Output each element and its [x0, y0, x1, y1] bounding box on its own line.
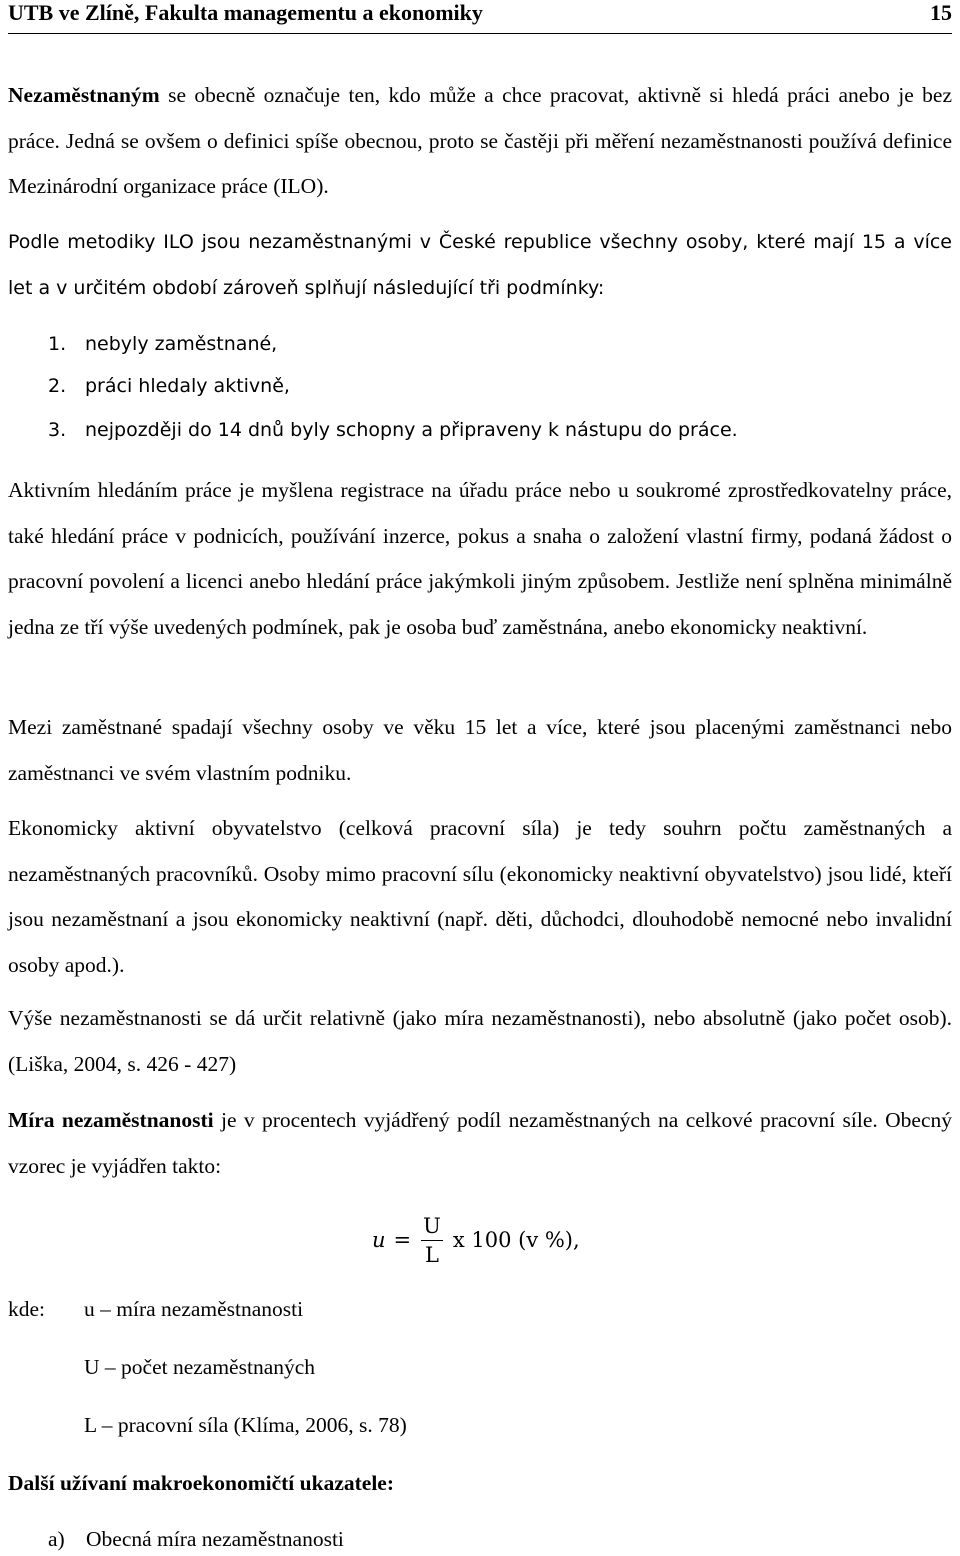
- paragraph-text: Ekonomicky aktivní obyvatelstvo (celková pracovní síla) je tedy souhrn počtu zaměstnaných a nezaměstnaných pracovníků. Osoby mimo pracovní sílu (ekonomicky neaktivní obyvatelstvo) jsou lidé, kteří jsou nezaměstnaní a jsou ekonomicky neaktivní (např. děti, důchodci, dlouhodobě nemocné nebo invalidní osoby apod.).: [8, 816, 952, 977]
- header-title: UTB ve Zlíně, Fakulta managementu a ekonomiky: [8, 0, 483, 25]
- list-item: [48, 333, 277, 355]
- list-text: nebyly zaměstnané,: [85, 333, 278, 355]
- legend-item: L – pracovní síla (Klíma, 2006, s. 78): [84, 1413, 407, 1437]
- formula-lhs: u: [372, 1228, 386, 1252]
- paragraph-text: je v procentech vyjádřený podíl nezaměstnaných na celkové pracovní síle. Obecný vzorec je vyjádřen takto:: [8, 1108, 952, 1178]
- paragraph-labour-force: [8, 806, 952, 988]
- formula-equals: =: [393, 1228, 412, 1252]
- formula-numerator: U: [421, 1214, 443, 1241]
- paragraph-ilo-methodology: [8, 219, 952, 311]
- term-unemployment-rate: Míra nezaměstnanosti: [8, 1108, 214, 1132]
- legend-item: U – počet nezaměstnaných: [84, 1355, 316, 1379]
- section-item-text: Obecná míra nezaměstnanosti: [86, 1527, 344, 1551]
- paragraph-text: se obecně označuje ten, kdo může a chce pracovat, aktivně si hledá práci anebo je bez práce. Jedná se ovšem o definici spíše obecnou, proto se častěji při měření nezaměstnanosti používá definice Mezinárodní organizace práce (ILO).: [8, 83, 952, 198]
- paragraph-text: Podle metodiky ILO jsou nezaměstnanými v České republice všechny osoby, které mají 15 a více let a v určitém období zároveň splňují následující tři podmínky:: [8, 231, 952, 299]
- paragraph-text: Výše nezaměstnanosti se dá určit relativně (jako míra nezaměstnanosti), nebo absolutně (jako počet osob). (Liška, 2004, s. 426 - 427): [8, 1006, 952, 1076]
- section-heading: Další užívaní makroekonomičtí ukazatele:: [8, 1471, 394, 1495]
- legend-item: u – míra nezaměstnanosti: [84, 1297, 304, 1321]
- list-text: nejpozději do 14 dnů byly schopny a připraveny k nástupu do práce.: [85, 419, 738, 441]
- paragraph-unemployment-rate: [8, 1098, 952, 1189]
- paragraph-employed: [8, 705, 952, 796]
- formula-fraction: [421, 1214, 443, 1267]
- list-number: 1.: [48, 333, 67, 355]
- legend-label: kde:: [8, 1297, 46, 1321]
- term-unemployed: Nezaměstnaným: [8, 83, 160, 107]
- list-number: 2.: [48, 375, 67, 397]
- header-divider: [8, 33, 952, 34]
- paragraph-text: Aktivním hledáním práce je myšlena registrace na úřadu práce nebo u soukromé zprostředkovatelny práce, také hledání práce v podnicích, používání inzerce, pokus a snaha o založení vlastní firmy, podaná žádost o pracovní povolení a licenci anebo hledání práce jakýmkoli jiným způsobem. Jestliže není splněna minimálně jedna ze tří výše uvedených podmínek, pak je osoba buď zaměstnána, anebo ekonomicky neaktivní.: [8, 478, 952, 639]
- formula-rhs: x 100 (v %),: [452, 1228, 580, 1252]
- paragraph-text: Mezi zaměstnané spadají všechny osoby ve věku 15 let a více, které jsou placenými zaměstnanci nebo zaměstnanci ve svém vlastním podniku.: [8, 715, 952, 785]
- list-text: práci hledaly aktivně,: [85, 375, 290, 397]
- paragraph-unemployed-definition: [8, 73, 952, 210]
- section-item-marker: a): [48, 1527, 65, 1551]
- page-number: 15: [930, 0, 952, 25]
- paragraph-active-search: [8, 468, 952, 650]
- formula-denominator: L: [425, 1242, 439, 1267]
- list-number: 3.: [48, 419, 67, 441]
- running-header: [8, 0, 952, 26]
- unemployment-rate-formula: [372, 1203, 580, 1277]
- paragraph-measurement: [8, 996, 952, 1087]
- list-item: [48, 375, 290, 397]
- list-item: [48, 419, 738, 441]
